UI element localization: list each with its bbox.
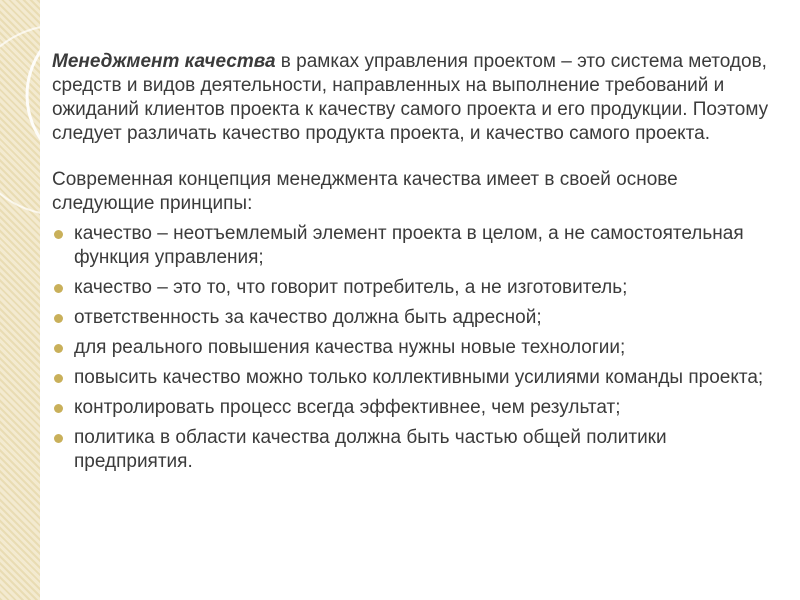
list-item-text: для реального повышения качества нужны новые технологии; — [74, 337, 626, 358]
principles-list — [52, 222, 772, 474]
list-item — [52, 366, 772, 390]
list-item-text: контролировать процесс всегда эффективнее, чем результат; — [74, 397, 621, 418]
list-item-text: политика в области качества должна быть частью общей политики предприятия. — [74, 427, 667, 472]
list-item — [52, 222, 772, 270]
decorative-side-band — [0, 0, 40, 600]
intro-paragraph — [52, 50, 772, 146]
list-item — [52, 306, 772, 330]
dot-bullet-icon — [54, 230, 63, 239]
list-item-text: качество – это то, что говорит потребитель, а не изготовитель; — [74, 277, 628, 298]
list-item-text: ответственность за качество должна быть адресной; — [74, 307, 542, 328]
slide-content — [52, 50, 772, 474]
dot-bullet-icon — [54, 284, 63, 293]
list-item-text: повысить качество можно только коллективными усилиями команды проекта; — [74, 367, 764, 388]
list-item — [52, 336, 772, 360]
principles-intro: Современная концепция менеджмента качества имеет в своей основе следующие принципы: — [52, 169, 678, 214]
intro-text: в рамках управления проектом – это система методов, средств и видов деятельности, направленных на выполнение требований и ожиданий клиентов проекта к качеству самого проекта и его продукции. Поэтому следует различать качество продукта проекта, и качество самого проекта. — [52, 51, 769, 144]
intro-term: Менеджмент качества — [52, 51, 276, 72]
dot-bullet-icon — [54, 314, 63, 323]
list-item-text: качество – неотъемлемый элемент проекта в целом, а не самостоятельная функция управления; — [74, 223, 744, 268]
dot-bullet-icon — [54, 404, 63, 413]
list-item — [52, 396, 772, 420]
dot-bullet-icon — [54, 434, 63, 443]
dot-bullet-icon — [54, 344, 63, 353]
list-item — [52, 276, 772, 300]
dot-bullet-icon — [54, 374, 63, 383]
list-item — [52, 426, 772, 474]
